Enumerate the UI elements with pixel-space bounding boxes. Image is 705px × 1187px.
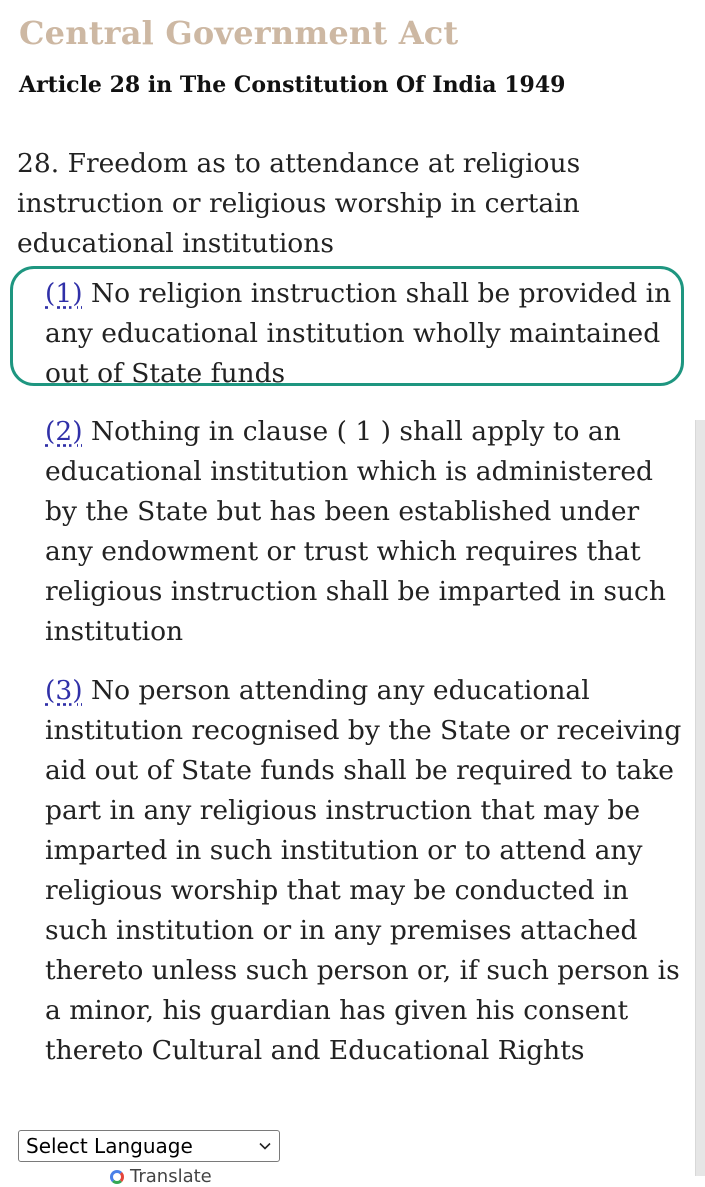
clause-1 (45, 274, 685, 394)
document-title: Article 28 in The Constitution Of India 1949 (19, 72, 566, 98)
scrollbar-track[interactable] (695, 420, 705, 1176)
google-translate-widget[interactable] (110, 1166, 212, 1187)
chevron-down-icon (259, 1140, 271, 1152)
clause-3-text: No person attending any educational institution recognised by the State or receiving aid out of State funds shall be required to take part in any religious instruction that may be imparted in such institution or to attend any religious worship that may be conducted in such institution or in any premises attached thereto unless such person or, if such person is a minor, his guardian has given his consent thereto Cultural and Educational Rights (45, 675, 682, 1066)
translate-label: Translate (130, 1166, 212, 1187)
google-logo-icon (110, 1170, 124, 1184)
clause-2-ref-link[interactable]: (2) (45, 416, 83, 447)
language-select-value: Select Language (26, 1134, 193, 1158)
clause-2 (45, 412, 685, 652)
clause-2-text: Nothing in clause ( 1 ) shall apply to an educational institution which is administered by the State but has been established under any endowment or trust which requires that religious instruction shall be imparted in such institution (45, 416, 666, 647)
clause-1-ref-link[interactable]: (1) (45, 278, 83, 309)
clause-3 (45, 671, 685, 1071)
source-label: Central Government Act (19, 14, 459, 52)
article-heading: 28. Freedom as to attendance at religious instruction or religious worship in certain educational institutions (17, 148, 581, 259)
language-select[interactable] (18, 1130, 280, 1162)
clause-3-ref-link[interactable]: (3) (45, 675, 83, 706)
clause-1-text: No religion instruction shall be provided in any educational institution wholly maintained out of State funds (45, 278, 672, 389)
